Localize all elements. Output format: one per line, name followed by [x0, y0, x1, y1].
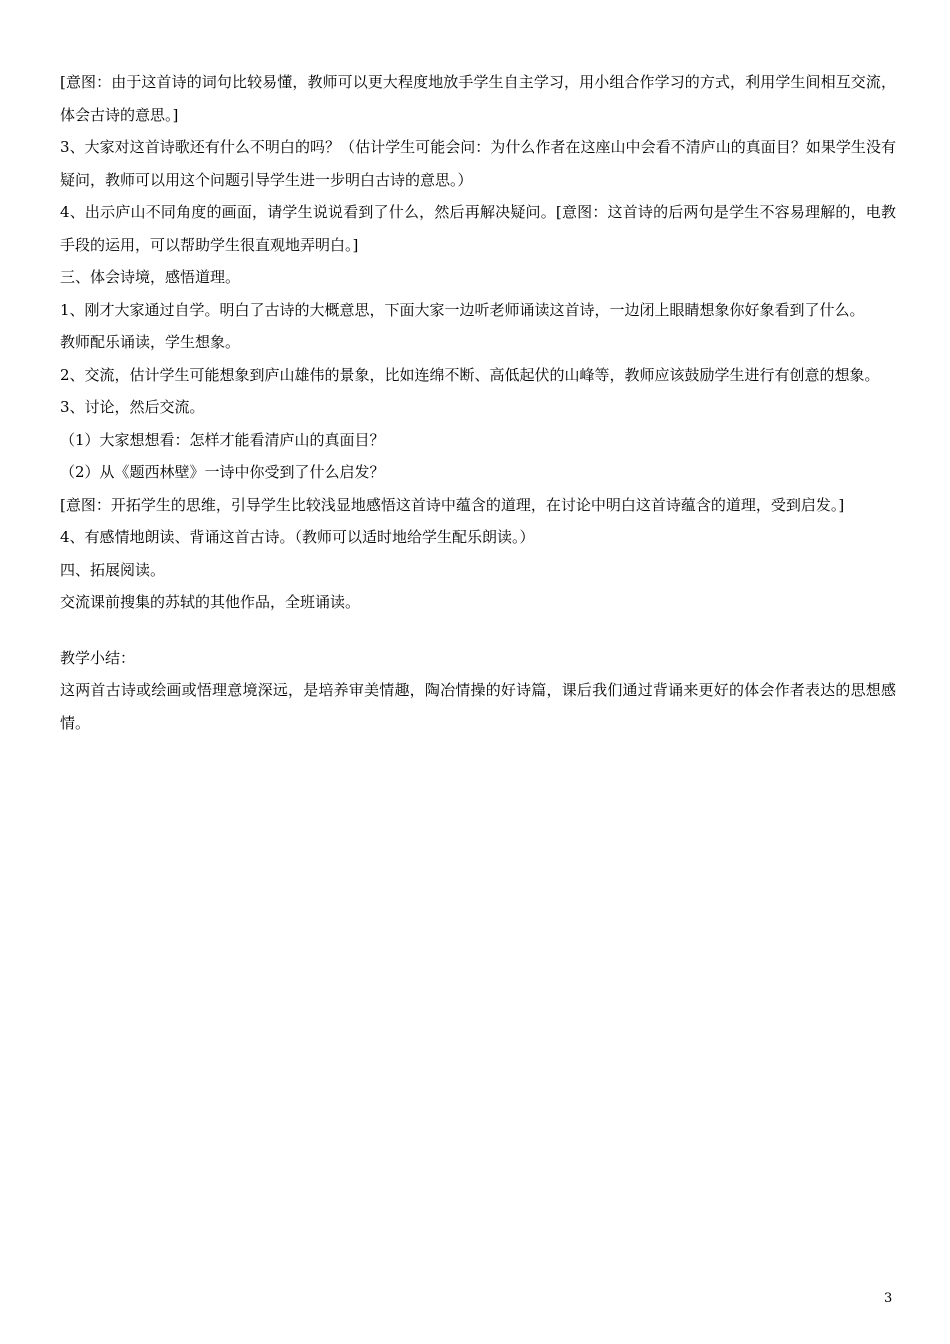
step-4-paragraph: 4、有感情地朗读、背诵这首古诗。（教师可以适时地给学生配乐朗读。） — [60, 528, 535, 546]
question-step-3-paragraph: 3、大家对这首诗歌还有什么不明白的吗？（估计学生可能会问：为什么作者在这座山中会看不清庐山的真面目？如果学生没有疑问，教师可以用这个问题引导学生进一步明白古诗的意思。） — [60, 138, 896, 189]
question-step-4-paragraph: 4、出示庐山不同角度的画面，请学生说说看到了什么，然后再解决疑问。[意图：这首诗的后两句是学生不容易理解的，电教手段的运用，可以帮助学生很直观地弄明白。] — [60, 203, 896, 254]
teacher-reading-paragraph: 教师配乐诵读，学生想象。 — [60, 333, 241, 351]
page-number: 3 — [884, 1291, 893, 1306]
paragraph-spacer — [60, 619, 896, 642]
document-body — [60, 66, 896, 739]
extended-reading-paragraph: 交流课前搜集的苏轼的其他作品，全班诵读。 — [60, 593, 361, 611]
intent-note-paragraph: [意图：由于这首诗的词句比较易懂，教师可以更大程度地放手学生自主学习，用小组合作学习的方式，利用学生间相互交流，体会古诗的意思。] — [60, 73, 896, 124]
intent-note-paragraph-2: [意图：开拓学生的思维，引导学生比较浅显地感悟这首诗中蕴含的道理，在讨论中明白这首诗蕴含的道理，受到启发。] — [60, 495, 845, 514]
step-3-paragraph: 3、讨论，然后交流。 — [60, 398, 205, 416]
discussion-question-2: （2）从《题西林壁》一诗中你受到了什么启发？ — [60, 463, 385, 481]
step-1-paragraph: 1、刚才大家通过自学。明白了古诗的大概意思，下面大家一边听老师诵读这首诗，一边闭上眼睛想象你好象看到了什么。 — [60, 300, 865, 319]
section-heading-3: 三、体会诗境，感悟道理。 — [60, 268, 241, 286]
summary-heading: 教学小结： — [60, 648, 136, 667]
discussion-question-1: （1）大家想想看：怎样才能看清庐山的真面目？ — [60, 430, 385, 449]
step-2-paragraph: 2、交流，估计学生可能想象到庐山雄伟的景象，比如连绵不断、高低起伏的山峰等，教师应该鼓励学生进行有创意的想象。 — [60, 365, 880, 384]
summary-text: 这两首古诗或绘画或悟理意境深远，是培养审美情趣，陶冶情操的好诗篇，课后我们通过背诵来更好的体会作者表达的思想感情。 — [60, 681, 896, 732]
section-heading-4: 四、拓展阅读。 — [60, 560, 166, 579]
